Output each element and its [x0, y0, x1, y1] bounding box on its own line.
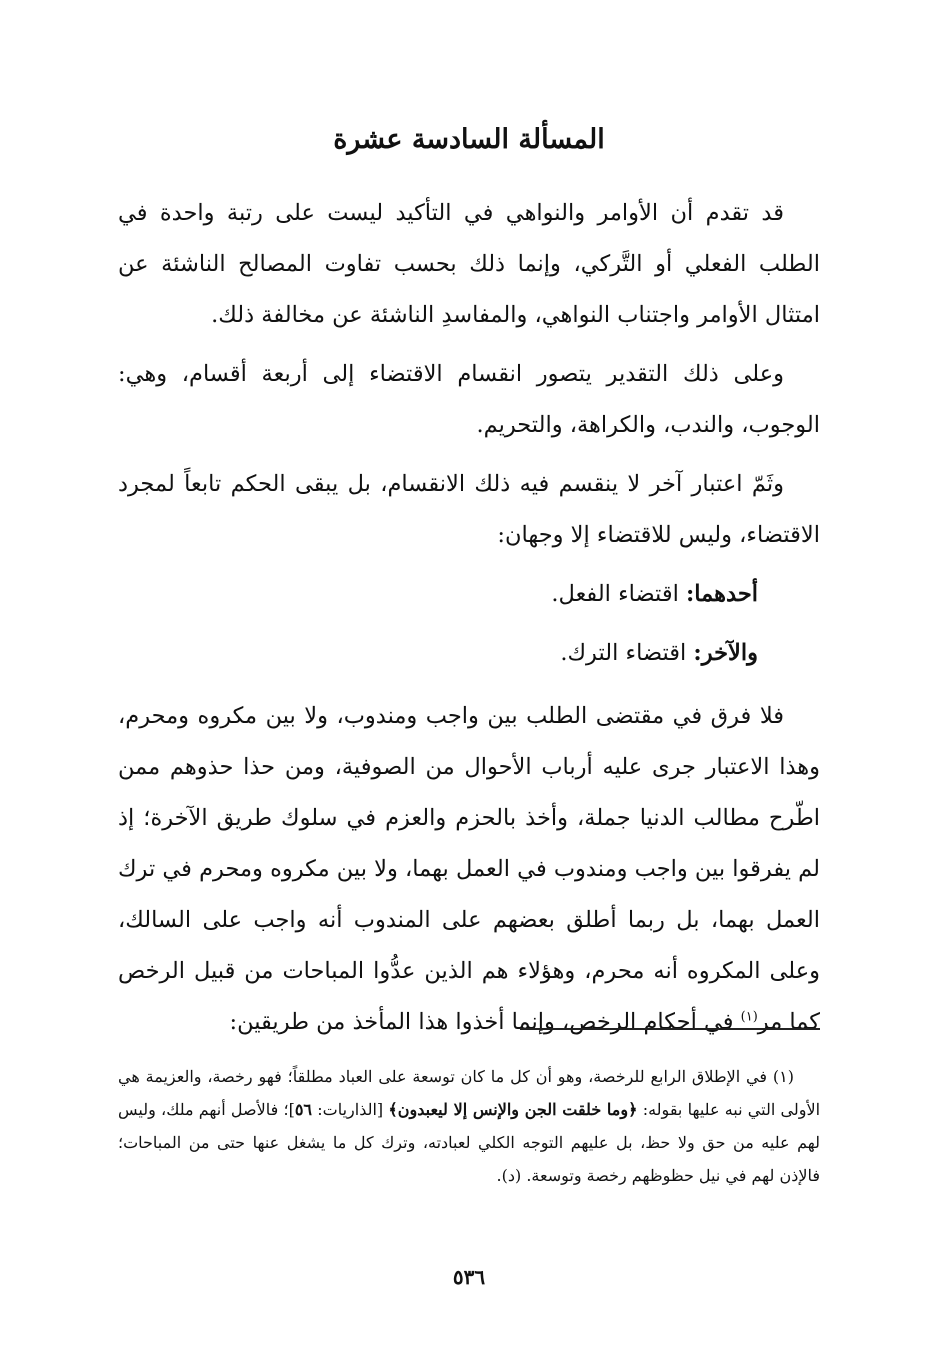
- footnote-text: ]؛ فالأصل أنهم ملك، وليس لهم عليه من حق ولا حظ، بل عليهم التوجه الكلي لعبادته، وترك كل ما يشغل عنها حتى من المباحات؛ فالإذن لهم في نيل حظوظهم رخصة وتوسعة. (د).: [118, 1100, 820, 1185]
- footnote-text: (١) في الإطلاق الرابع للرخصة، وهو أن كل ما كان توسعة على العباد مطلقاً؛ فهو رخصة، والعزيمة هي الأولى التي نبه عليها بقوله:: [118, 1067, 821, 1119]
- list-item: [118, 628, 820, 679]
- footnote: [118, 1060, 820, 1192]
- footnote-divider: [520, 1028, 820, 1030]
- item-text: اقتضاء الفعل.: [551, 581, 686, 607]
- page-number: ٥٣٦: [452, 1265, 486, 1289]
- paragraph: وثَمّ اعتبار آخر لا ينقسم فيه ذلك الانقسام، بل يبقى الحكم تابعاً لمجرد الاقتضاء، وليس للاقتضاء إلا وجهان:: [118, 471, 820, 548]
- item-lead: أحدهما:: [685, 581, 758, 607]
- chapter-title: المسألة السادسة عشرة: [333, 124, 605, 155]
- closing-text: فلا فرق في مقتضى الطلب بين واجب ومندوب، ولا بين مكروه ومحرم، وهذا الاعتبار جرى عليه أرباب الأحوال من الصوفية، ومن حذا حذوهم ممن اطّرح مطالب الدنيا جملة، وأخذ بالحزم والعزم في سلوك طريق الآخرة؛ إذ لم يفرقوا بين واجب ومندوب في العمل بهما، ولا بين مكروه ومحرم في ترك العمل بهما، بل ربما أطلق بعضهم على المندوب أنه واجب على السالك، وعلى المكروه أنه محرم، وهؤلاء هم الذين عدُّوا المباحات من قبيل الرخص كما مر: [118, 703, 820, 1035]
- paragraph: وعلى ذلك التقدير يتصور انقسام الاقتضاء إلى أربعة أقسام، وهي: الوجوب، والندب، والكراهة، والتحريم.: [118, 361, 820, 438]
- item-text: اقتضاء الترك.: [560, 640, 694, 666]
- list-item: [118, 569, 820, 620]
- footnote-text: [الذاريات:: [312, 1100, 389, 1119]
- quran-quote: ﴿وما خلقت الجن والإنس إلا ليعبدون﴾: [388, 1100, 638, 1119]
- item-lead: والآخر:: [693, 640, 758, 666]
- footnote-reference: (١): [740, 1009, 758, 1025]
- paragraph: قد تقدم أن الأوامر والنواهي في التأكيد ليست على رتبة واحدة في الطلب الفعلي أو التَّركي، وإنما ذلك بحسب تفاوت المصالح الناشئة عن امتثال الأوامر واجتناب النواهي، والمفاسدِ الناشئة عن مخالفة ذلك.: [118, 200, 820, 328]
- paragraph: [118, 691, 820, 1048]
- ayah-number: ٥٦: [294, 1100, 313, 1119]
- footnotes: [118, 1060, 820, 1192]
- closing-text-end: في أحكام الرخص، وإنما أخذوا هذا المأخذ من طريقين:: [229, 1009, 741, 1035]
- main-text: [118, 188, 820, 1048]
